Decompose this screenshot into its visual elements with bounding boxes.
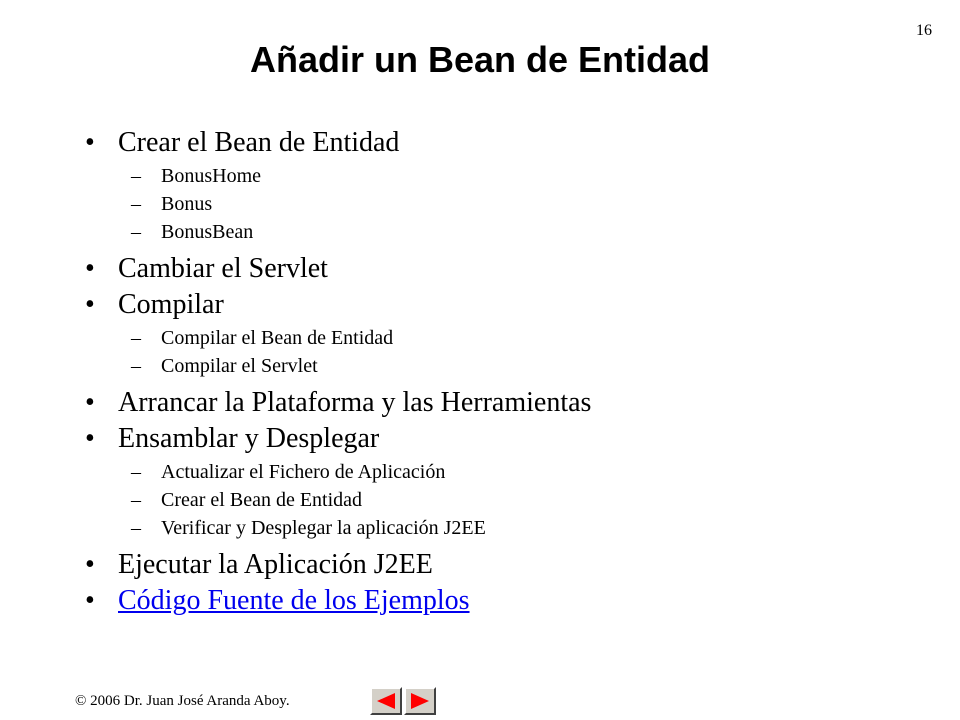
list-item-label: Cambiar el Servlet bbox=[118, 253, 328, 284]
bullet-marker: • bbox=[85, 253, 95, 284]
dash-marker: – bbox=[131, 355, 141, 377]
dash-marker: – bbox=[131, 193, 141, 215]
sub-list-item bbox=[85, 486, 925, 514]
dash-marker: – bbox=[131, 327, 141, 349]
sub-list-item bbox=[85, 514, 925, 542]
dash-marker: – bbox=[131, 221, 141, 243]
list-item bbox=[85, 584, 925, 618]
list-item bbox=[85, 386, 925, 420]
sub-list-item bbox=[85, 162, 925, 190]
sub-list-item bbox=[85, 352, 925, 380]
next-slide-button[interactable] bbox=[404, 687, 436, 715]
list-item-label: Compilar bbox=[118, 289, 224, 320]
list-item bbox=[85, 288, 925, 322]
list-item bbox=[85, 126, 925, 160]
dash-marker: – bbox=[131, 165, 141, 187]
sub-list-item-label: Crear el Bean de Entidad bbox=[161, 489, 363, 511]
slide-number: 16 bbox=[916, 22, 932, 39]
source-code-link[interactable]: Código Fuente de los Ejemplos bbox=[118, 585, 470, 616]
left-arrow-icon bbox=[375, 692, 397, 710]
list-item bbox=[85, 548, 925, 582]
dash-marker: – bbox=[131, 461, 141, 483]
slide-title: Añadir un Bean de Entidad bbox=[249, 39, 711, 80]
list-item-label: Ensamblar y Desplegar bbox=[118, 423, 380, 454]
previous-slide-button[interactable] bbox=[370, 687, 402, 715]
bullet-marker: • bbox=[85, 289, 95, 320]
right-arrow-icon bbox=[409, 692, 431, 710]
sub-list-item-label: Verificar y Desplegar la aplicación J2EE bbox=[161, 517, 486, 539]
sub-list-item-label: BonusBean bbox=[161, 221, 254, 243]
sub-list-item-label: Compilar el Bean de Entidad bbox=[161, 327, 394, 349]
list-item-label: Crear el Bean de Entidad bbox=[118, 127, 400, 158]
bullet-marker: • bbox=[85, 549, 95, 580]
dash-marker: – bbox=[131, 489, 141, 511]
list-item-label: Arrancar la Plataforma y las Herramientas bbox=[118, 387, 592, 418]
sub-list-item bbox=[85, 190, 925, 218]
sub-list-item-label: Compilar el Servlet bbox=[161, 355, 318, 377]
bullet-marker: • bbox=[85, 423, 95, 454]
list-item-label: Ejecutar la Aplicación J2EE bbox=[118, 549, 433, 580]
list-item bbox=[85, 252, 925, 286]
list-item bbox=[85, 422, 925, 456]
sub-list-item bbox=[85, 458, 925, 486]
dash-marker: – bbox=[131, 517, 141, 539]
bullet-marker: • bbox=[85, 387, 95, 418]
sub-list-item bbox=[85, 324, 925, 352]
bullet-marker: • bbox=[85, 585, 95, 616]
sub-list-item-label: BonusHome bbox=[161, 165, 261, 187]
slide-navigation bbox=[370, 687, 436, 715]
sub-list-item-label: Actualizar el Fichero de Aplicación bbox=[161, 461, 446, 483]
slide-content bbox=[85, 126, 925, 620]
sub-list-item bbox=[85, 218, 925, 246]
sub-list-item-label: Bonus bbox=[161, 193, 213, 215]
bullet-marker: • bbox=[85, 127, 95, 158]
footer-copyright: © 2006 Dr. Juan José Aranda Aboy. bbox=[75, 693, 290, 709]
